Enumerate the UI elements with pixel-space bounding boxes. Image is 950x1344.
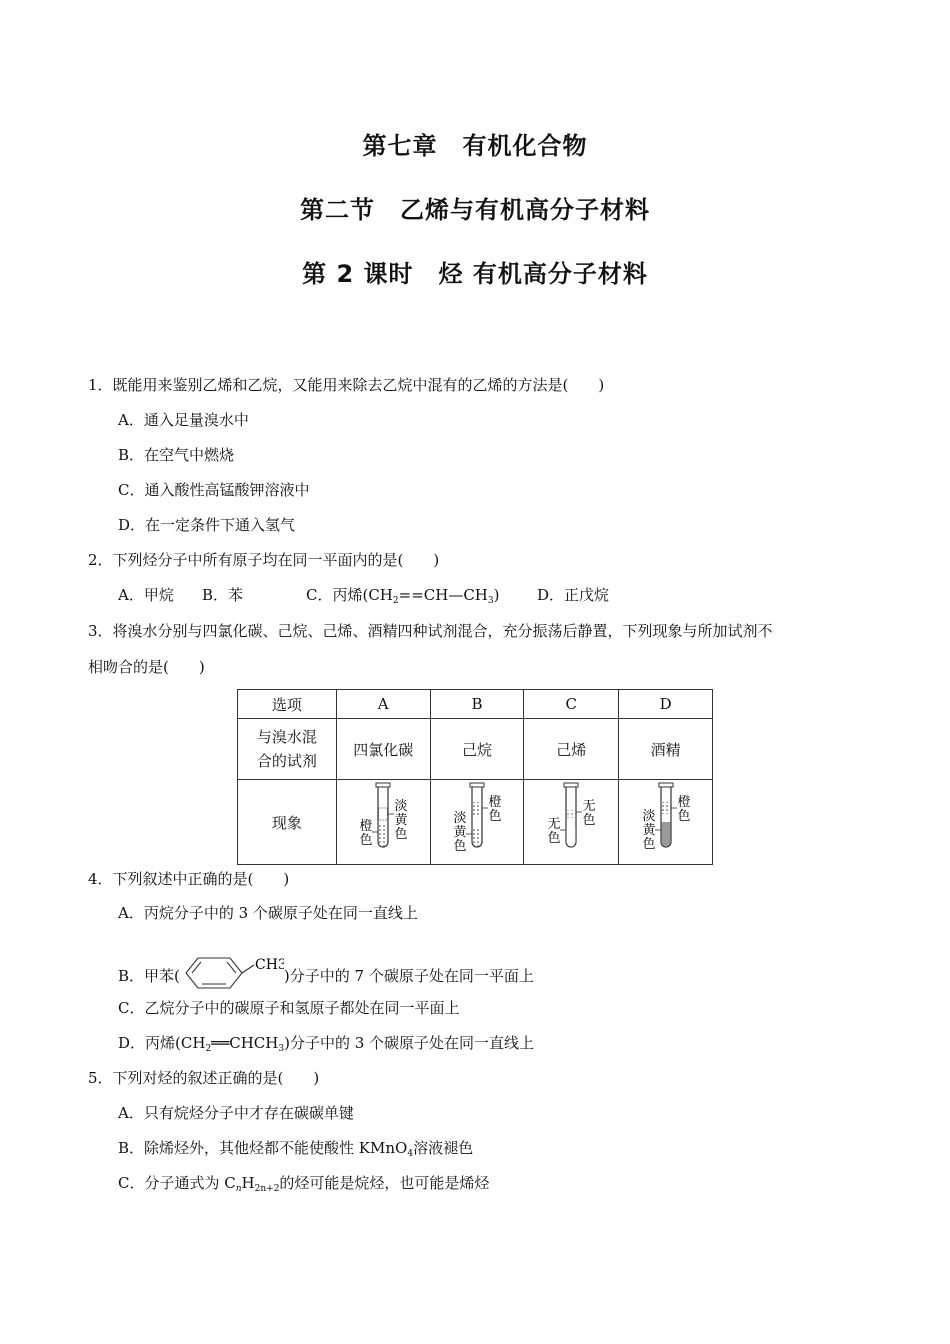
table-header-reagent: 与溴水混 合的试剂 xyxy=(238,719,337,780)
tube-a-right-label: 淡黄色 xyxy=(394,799,408,842)
question-1-option-d: D．在一定条件下通入氢气 xyxy=(118,516,296,534)
table-reagent-c: 己烯 xyxy=(524,719,619,780)
table-row xyxy=(238,719,713,780)
table-option-b: B xyxy=(430,690,524,719)
question-1-stem: 1．既能用来鉴别乙烯和乙烷，又能用来除去乙烷中混有的乙烯的方法是( ) xyxy=(88,376,605,394)
table-reagent-a: 四氯化碳 xyxy=(336,719,430,780)
test-tube-a-diagram xyxy=(338,780,428,860)
table-row xyxy=(238,690,713,719)
section-title: 第二节 乙烯与有机高分子材料 xyxy=(300,196,650,224)
question-2-stem: 2．下列烃分子中所有原子均在同一平面内的是( ) xyxy=(88,551,440,569)
table-header-phenomenon: 现象 xyxy=(238,780,337,865)
question-2-option-b: B．苯 xyxy=(202,586,244,604)
table-header-option: 选项 xyxy=(238,690,337,719)
question-5-stem: 5．下列对烃的叙述正确的是( ) xyxy=(88,1069,320,1087)
question-5-option-a: A．只有烷烃分子中才存在碳碳单键 xyxy=(118,1104,354,1122)
test-tube-d-diagram xyxy=(621,780,711,860)
tube-d-right-label: 橙色 xyxy=(677,795,691,824)
question-3-stem-line-1: 3．将溴水分别与四氯化碳、己烷、己烯、酒精四种试剂混合，充分振荡后静置，下列现象与所加试剂不 xyxy=(88,622,773,640)
question-5-option-b: B．除烯烃外，其他烃都不能使酸性 KMnO$_4$溶液褪色 xyxy=(118,1139,474,1159)
table-phenomenon-d xyxy=(619,780,713,865)
tube-b-right-label: 橙色 xyxy=(488,795,502,824)
table-phenomenon-b xyxy=(430,780,524,865)
reagent-table xyxy=(237,689,713,865)
test-tube-b-diagram xyxy=(432,780,522,860)
toluene-structure-icon xyxy=(180,953,284,993)
table-option-d: D xyxy=(619,690,713,719)
tube-c-left-label: 无色 xyxy=(547,817,561,846)
question-4-option-b: B．甲苯( CH3 )分子中的 7 个碳原子处在同一平面上 xyxy=(118,953,534,993)
test-tube-c-diagram xyxy=(526,780,616,860)
tube-a-left-label: 橙色 xyxy=(359,819,373,848)
lesson-title: 第 2 课时 烃 有机高分子材料 xyxy=(302,260,648,288)
question-4-option-a: A．丙烷分子中的 3 个碳原子处在同一直线上 xyxy=(118,904,418,922)
table-option-a: A xyxy=(336,690,430,719)
question-4-option-c: C．乙烷分子中的碳原子和氢原子都处在同一平面上 xyxy=(118,999,460,1017)
question-5-option-c: C．分子通式为 $C_nH_{2n+2}$的烃可能是烷烃，也可能是烯烃 xyxy=(118,1174,490,1194)
chapter-title: 第七章 有机化合物 xyxy=(362,132,588,160)
table-option-c: C xyxy=(524,690,619,719)
question-2-option-c: C．丙烯$(CH_2==CH—CH_3)$ xyxy=(306,586,500,606)
tube-d-left-label: 淡黄色 xyxy=(642,809,656,852)
question-1-option-c: C．通入酸性高锰酸钾溶液中 xyxy=(118,481,310,499)
question-2-option-a: A．甲烷 xyxy=(118,586,174,604)
table-phenomenon-a xyxy=(336,780,430,865)
table-phenomenon-c xyxy=(524,780,619,865)
question-4-option-d: D．丙烯$(CH_2══CHCH_3)$分子中的 3 个碳原子处在同一直线上 xyxy=(118,1034,535,1054)
table-reagent-d: 酒精 xyxy=(619,719,713,780)
question-1-option-a: A．通入足量溴水中 xyxy=(118,411,249,429)
tube-c-right-label: 无色 xyxy=(582,799,596,828)
question-3-stem-line-2: 相吻合的是( ) xyxy=(88,658,205,676)
table-reagent-b: 己烷 xyxy=(430,719,524,780)
question-2-option-d: D．正戊烷 xyxy=(537,586,610,604)
tube-b-left-label: 淡黄色 xyxy=(453,811,467,854)
toluene-methyl-label: CH3 xyxy=(254,957,284,973)
table-row xyxy=(238,780,713,865)
question-1-option-b: B．在空气中燃烧 xyxy=(118,446,235,464)
question-4-stem: 4．下列叙述中正确的是( ) xyxy=(88,870,290,888)
